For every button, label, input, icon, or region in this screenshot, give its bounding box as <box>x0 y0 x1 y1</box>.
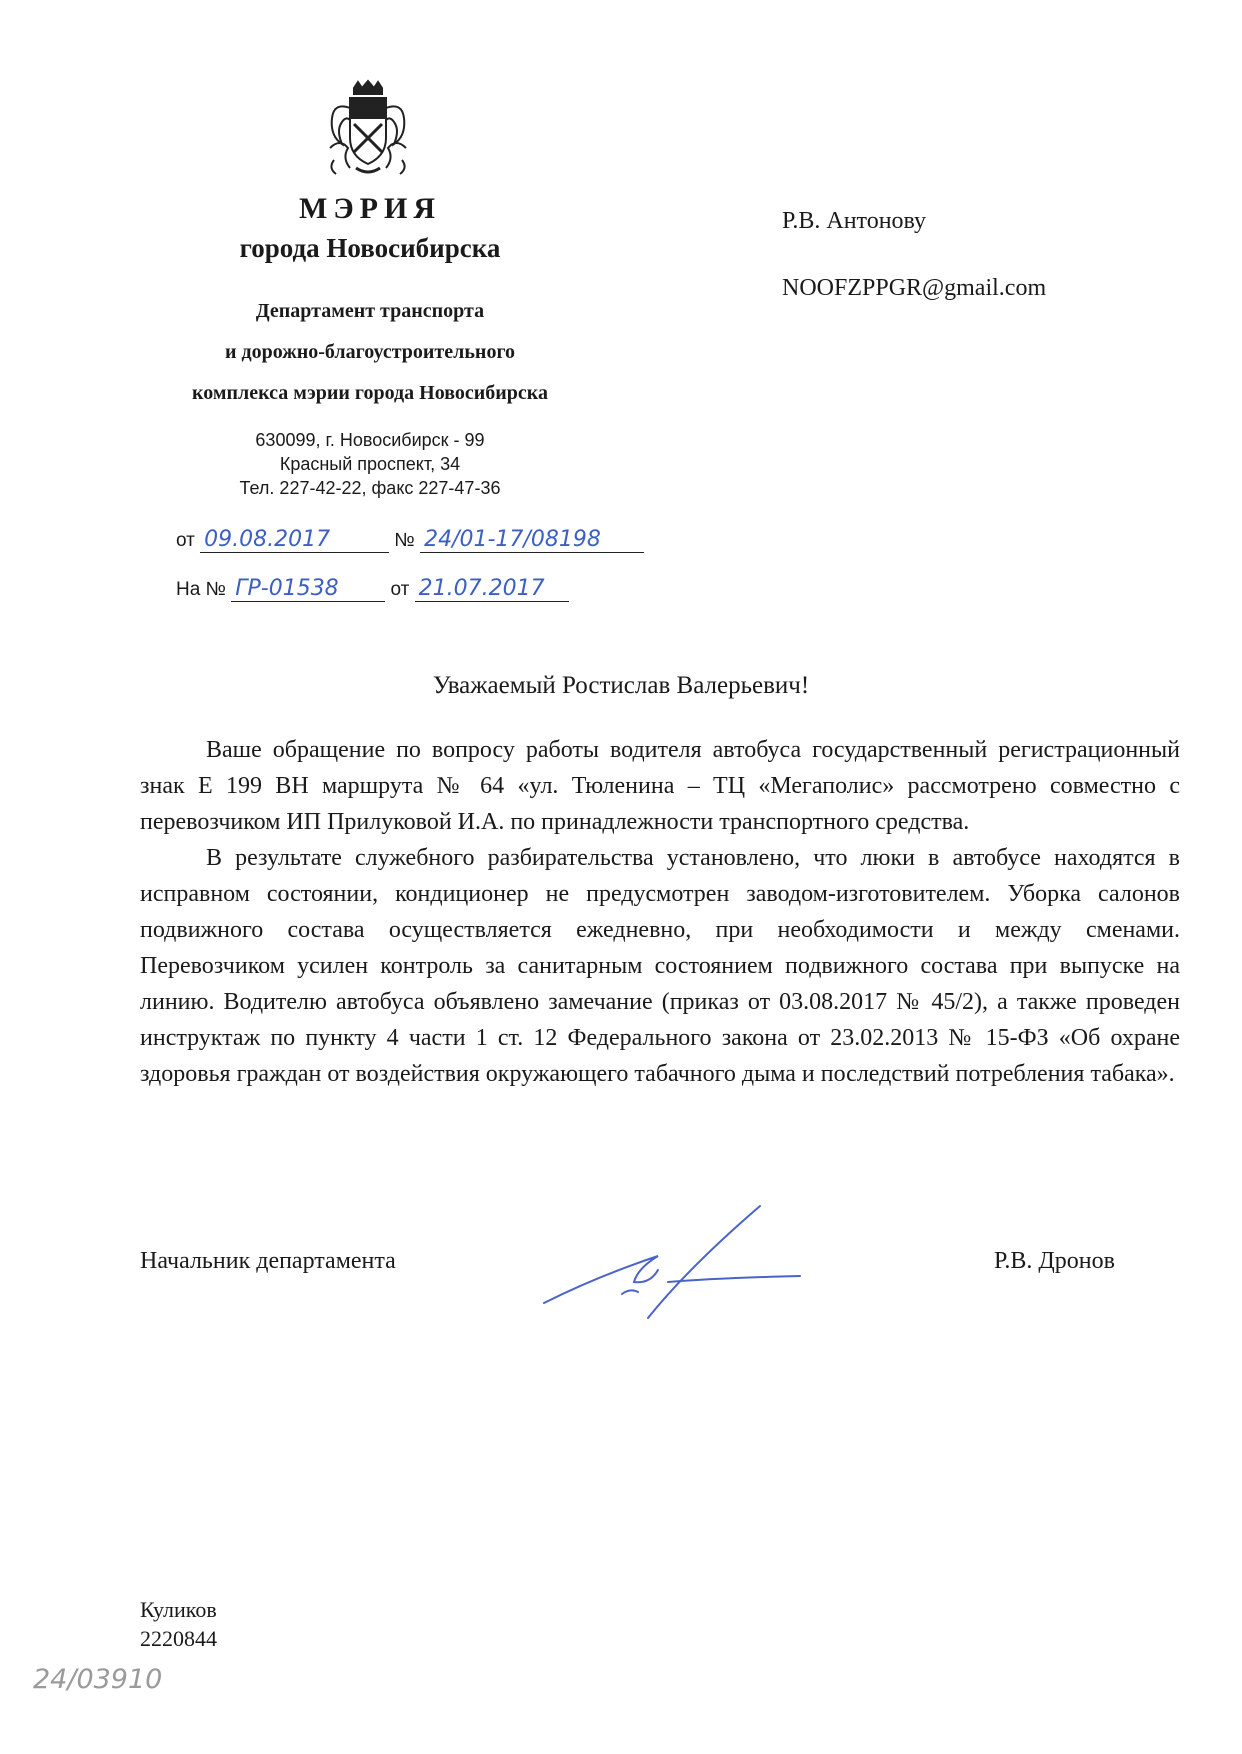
signer-title: Начальник департамента <box>140 1248 396 1274</box>
incoming-reference <box>176 577 569 602</box>
address-line-1: 630099, г. Новосибирск - 99 <box>255 430 485 450</box>
outgoing-from-label: от <box>176 530 195 551</box>
letter-body <box>140 732 1180 1092</box>
outgoing-reference <box>176 528 644 553</box>
paragraph: Ваше обращение по вопросу работы водителя автобуса государственный регистрационный знак Е 199 ВН маршрута № 64 «ул. Тюленина – ТЦ «Мегаполис» рассмотрено совместно с перевозчиком ИП Прилуковой И.А. по принадлежности транспортного средства. <box>140 737 1180 835</box>
outgoing-number: 24/01-17/08198 <box>420 528 644 553</box>
department-line-3: комплекса мэрии города Новосибирска <box>191 382 549 404</box>
novosibirsk-coat-of-arms-icon <box>320 78 416 178</box>
incoming-from-label: от <box>390 579 410 600</box>
department-line-1: Департамент транспорта <box>255 300 485 322</box>
greeting: Уважаемый Ростислав Валерьевич! <box>432 672 810 699</box>
department-line-2: и дорожно-благоустроительного <box>224 341 516 363</box>
incoming-number: ГР-01538 <box>231 577 385 602</box>
outgoing-date: 09.08.2017 <box>200 528 389 553</box>
recipient-email: NOOFZPPGR@gmail.com <box>782 275 1047 301</box>
org-city: города Новосибирска <box>239 233 501 263</box>
registration-mark: 24/03910 <box>33 1664 163 1695</box>
recipient-name: Р.В. Антонову <box>782 208 927 234</box>
paragraph: В результате служебного разбирательства установлено, что люки в автобусе находятся в исправном состоянии, кондиционер не предусмотрен заводом-изготовителем. Уборка салонов подвижного состава осуществляется ежедневно, при необходимости и между сменами. Перевозчиком усилен контроль за санитарным состоянием подвижного состава при выпуске на линию. Водителю автобуса объявлено замечание (приказ от 03.08.2017 № 45/2), а также проведен инструктаж по пункту 4 части 1 ст. 12 Федерального закона от 23.02.2013 № 15-ФЗ «Об охране здоровья граждан от воздействия окружающего табачного дыма и последствий потребления табака». <box>140 845 1180 1087</box>
address-phone: Тел. 227-42-22, факс 227-47-36 <box>239 478 501 498</box>
address-line-2: Красный проспект, 34 <box>279 454 461 474</box>
outgoing-number-label: № <box>394 530 415 551</box>
incoming-date: 21.07.2017 <box>415 577 569 602</box>
executor-block <box>140 1595 217 1653</box>
signer-name: Р.В. Дронов <box>994 1248 1115 1274</box>
incoming-ref-label: На № <box>176 579 226 600</box>
executor-name: Куликов <box>140 1597 217 1622</box>
org-title: МЭРИЯ <box>299 192 441 225</box>
executor-phone: 2220844 <box>140 1626 217 1651</box>
handwritten-signature <box>538 1198 808 1328</box>
